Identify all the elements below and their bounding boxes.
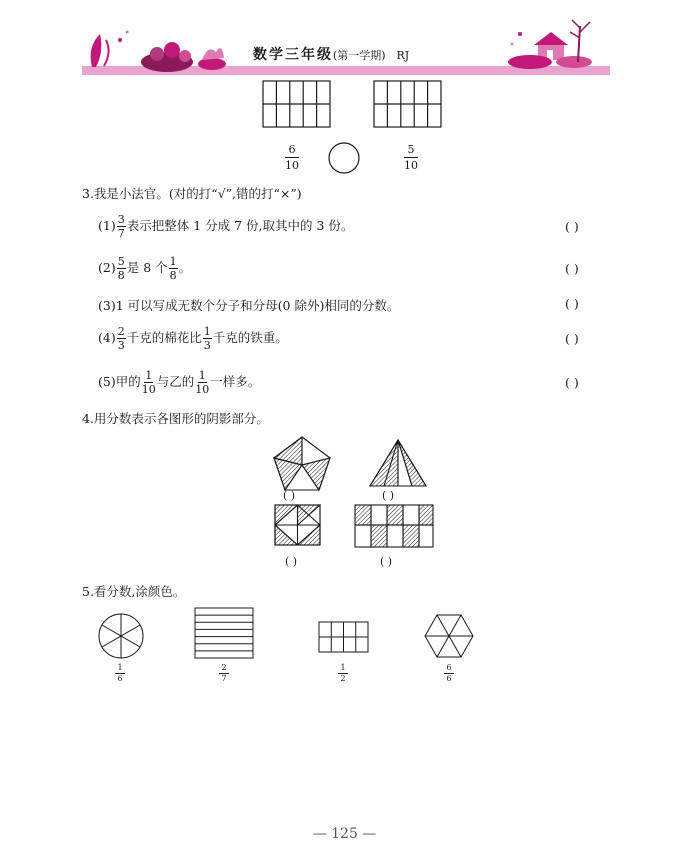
answer-blank-2[interactable]: ( ) (565, 261, 579, 276)
fraction-denominator: 2 (340, 674, 346, 683)
item-prefix: (5) (98, 374, 116, 389)
fraction-numerator: 5 (117, 255, 125, 268)
q5-fraction-3 (338, 664, 348, 683)
fraction-numerator: 1 (169, 255, 177, 268)
circle-six-parts (99, 614, 143, 658)
rect-seven-strips (195, 608, 253, 658)
item-prefix: (3) (98, 298, 116, 313)
fraction-numerator: 3 (117, 213, 125, 226)
page-number: — 125 — (312, 826, 377, 842)
answer-blank-5[interactable]: ( ) (565, 375, 579, 390)
item-text: 1 可以写成无数个分子和分母(0 除外)相同的分数。 (115, 298, 400, 313)
q4-blank-3[interactable]: ( ) (285, 555, 298, 568)
hexagon-six-parts (425, 615, 473, 657)
q5-fraction-1 (115, 664, 125, 683)
fraction-denominator: 6 (117, 674, 123, 683)
item-text-pre: 甲的 (115, 374, 141, 389)
answer-blank-1[interactable]: ( ) (565, 219, 579, 234)
q4-title: 4.用分数表示各图形的阴影部分。 (82, 411, 269, 426)
fraction-denominator: 10 (141, 383, 156, 396)
answer-blank-4[interactable]: ( ) (565, 331, 579, 346)
fraction-denominator: 10 (285, 159, 299, 172)
header-title-text: 数学三年级 (253, 47, 333, 63)
fraction-denominator: 6 (446, 674, 452, 683)
fraction-numerator: 6 (444, 664, 454, 674)
fraction-numerator: 5 (404, 144, 418, 158)
rect-eight-cells (319, 622, 368, 652)
fraction-numerator: 1 (198, 369, 206, 382)
answer-blank-3[interactable]: ( ) (565, 296, 579, 311)
q5-title: 5.看分数,涂颜色。 (82, 584, 186, 599)
header-subtitle: (第一学期) (333, 49, 386, 62)
q5-fraction-4 (444, 664, 454, 683)
fraction-numerator: 2 (117, 325, 125, 338)
item-prefix: (4) (98, 330, 116, 345)
header-edition: RJ (396, 49, 410, 62)
item-text-end: 一样多。 (210, 374, 261, 389)
q3-title: 3.我是小法官。(对的打“√”,错的打“×”) (82, 186, 302, 201)
fraction-numerator: 2 (219, 664, 229, 674)
fraction-numerator: 6 (285, 144, 299, 158)
fraction-denominator: 8 (169, 269, 177, 282)
q4-blank-1[interactable]: ( ) (283, 489, 296, 502)
item-prefix: (2) (98, 260, 116, 275)
fraction-denominator: 3 (117, 339, 125, 352)
item-text: 是 8 个 (126, 260, 168, 275)
fraction-numerator: 1 (338, 664, 348, 674)
item-text-end: 千克的铁重。 (212, 330, 288, 345)
fraction-numerator: 1 (115, 664, 125, 674)
item-text: 与乙的 (156, 374, 195, 389)
item-text: 千克的棉花比 (126, 330, 202, 345)
fraction-numerator: 1 (203, 325, 211, 338)
fraction-numerator: 1 (145, 369, 153, 382)
q4-blank-2[interactable]: ( ) (382, 489, 395, 502)
item-text: 表示把整体 1 分成 7 份,取其中的 3 份。 (126, 218, 354, 233)
fraction-denominator: 7 (221, 674, 227, 683)
q4-blank-4[interactable]: ( ) (380, 555, 393, 568)
item-prefix: (1) (98, 218, 116, 233)
fraction-denominator: 10 (404, 159, 418, 172)
fraction-denominator: 10 (195, 383, 210, 396)
fraction-denominator: 8 (117, 269, 125, 282)
fraction-denominator: 7 (117, 227, 125, 240)
fraction-denominator: 3 (203, 339, 211, 352)
q5-fraction-2 (219, 664, 229, 683)
item-text-end: 。 (178, 260, 192, 275)
